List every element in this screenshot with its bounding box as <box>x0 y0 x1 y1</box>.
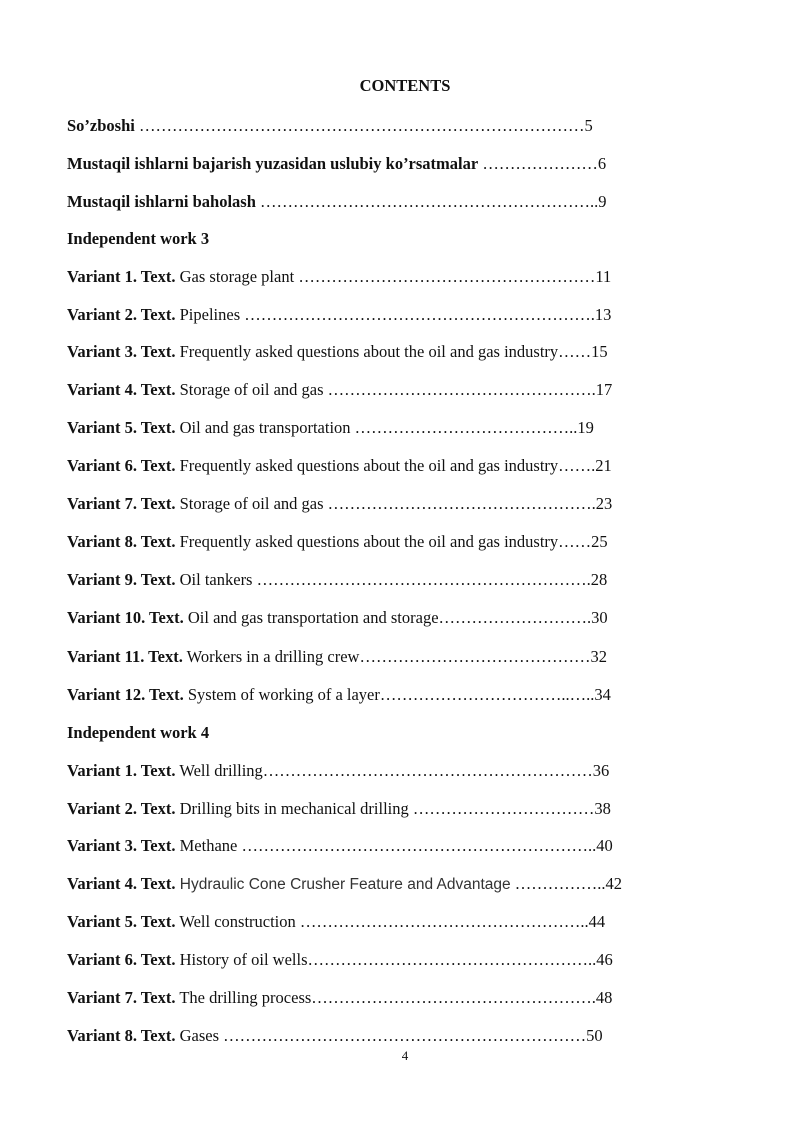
toc-leader-dots: ………………………………….. <box>350 418 578 437</box>
toc-page-number: 6 <box>597 154 607 173</box>
toc-variant-label: Variant 5. Text. <box>67 418 176 437</box>
toc-entry <box>67 305 611 325</box>
toc-entry <box>67 685 611 705</box>
toc-topic: Storage of oil and gas <box>175 380 324 399</box>
toc-entry <box>67 532 608 552</box>
toc-topic: Frequently asked questions about the oil and gas industry <box>175 456 559 475</box>
toc-variant-label: Variant 6. Text. <box>67 456 176 475</box>
toc-topic: Workers in a drilling crew <box>182 647 360 666</box>
toc-leader-dots: …………………………………………………… <box>262 761 593 780</box>
toc-topic: Well construction <box>175 912 296 931</box>
toc-variant-label: Variant 1. Text. <box>67 761 176 780</box>
toc-variant-label: Variant 3. Text. <box>67 342 176 361</box>
toc-entry <box>67 494 612 514</box>
toc-topic: Drilling bits in mechanical drilling <box>175 799 409 818</box>
toc-page-number: 13 <box>594 305 612 324</box>
toc-leader-dots: …………………………………………………….. <box>255 192 599 211</box>
toc-entry <box>67 192 607 212</box>
toc-variant-label: Variant 12. Text. <box>67 685 184 704</box>
toc-entry <box>67 761 609 781</box>
toc-entry <box>67 647 607 667</box>
toc-entry <box>67 912 605 932</box>
toc-page-number: 36 <box>592 761 610 780</box>
toc-topic: Storage of oil and gas <box>175 494 324 513</box>
toc-leader-dots: …………………………………………….. <box>307 950 597 969</box>
toc-page-number: 34 <box>594 685 611 704</box>
toc-entry <box>67 116 593 136</box>
toc-page-number: 48 <box>595 988 613 1007</box>
page-title: CONTENTS <box>359 76 451 95</box>
toc-page-number: 30 <box>591 608 608 627</box>
toc-topic: Hydraulic Cone Crusher Feature and Advantage <box>175 876 511 893</box>
toc-entry <box>67 418 594 438</box>
toc-entry <box>67 836 613 856</box>
toc-leader-dots: …… <box>558 342 592 361</box>
toc-variant-label: Variant 10. Text. <box>67 608 184 627</box>
toc-topic: Oil and gas transportation and storage <box>183 608 439 627</box>
toc-page-number: 5 <box>584 116 593 135</box>
toc-leader-dots: ………………………………………………………. <box>240 305 595 324</box>
toc-topic: Gas storage plant <box>175 267 295 286</box>
toc-variant-label: Variant 8. Text. <box>67 1026 176 1045</box>
toc-leader-dots: ………………………………………………………… <box>219 1026 587 1045</box>
toc-entry <box>67 570 607 590</box>
page-footer-number: 4 <box>401 1048 409 1063</box>
toc-page-number: 38 <box>594 799 611 818</box>
toc-entry <box>67 988 612 1008</box>
toc-page-number: 50 <box>586 1026 603 1045</box>
toc-page-number: 15 <box>591 342 608 361</box>
toc-topic: System of working of a layer <box>183 685 380 704</box>
toc-page-number: 11 <box>595 267 612 286</box>
toc-entry-title: Mustaqil ishlarni baholash <box>67 192 256 211</box>
toc-page-number: 17 <box>595 380 613 399</box>
toc-leader-dots: ……………………………………………………………………… <box>134 116 585 135</box>
toc-leader-dots: ……………………………..….. <box>379 685 595 704</box>
toc-entry <box>67 456 612 476</box>
toc-leader-dots: ……………………………………………. <box>311 988 596 1007</box>
toc-page-number: 23 <box>595 494 613 513</box>
toc-leader-dots: …… <box>558 532 592 551</box>
toc-variant-label: Variant 7. Text. <box>67 988 176 1007</box>
toc-page-number: 32 <box>590 647 607 666</box>
toc-entry <box>67 608 608 628</box>
toc-entry <box>67 950 613 970</box>
toc-leader-dots: ………………… <box>478 154 598 173</box>
toc-variant-label: Variant 7. Text. <box>67 494 176 513</box>
toc-entry-title: Mustaqil ishlarni bajarish yuzasidan uslubiy ko’rsatmalar <box>67 154 479 173</box>
section-heading: Independent work 3 <box>67 229 210 248</box>
toc-variant-label: Variant 2. Text. <box>67 799 176 818</box>
toc-page-number: 28 <box>590 570 608 589</box>
toc-page-number: 19 <box>577 418 594 437</box>
toc-variant-label: Variant 8. Text. <box>67 532 176 551</box>
toc-topic: Frequently asked questions about the oil and gas industry <box>175 342 559 361</box>
toc-variant-label: Variant 3. Text. <box>67 836 176 855</box>
toc-variant-label: Variant 2. Text. <box>67 305 176 324</box>
toc-variant-label: Variant 1. Text. <box>67 267 176 286</box>
toc-leader-dots: ……………………………………………… <box>294 267 596 286</box>
toc-variant-label: Variant 5. Text. <box>67 912 176 931</box>
toc-entry <box>67 267 611 287</box>
toc-leader-dots: ……………………………………………………. <box>252 570 591 589</box>
toc-entry <box>67 799 611 819</box>
toc-topic: The drilling process <box>175 988 312 1007</box>
toc-entry <box>67 874 622 895</box>
toc-page-number: 40 <box>596 836 613 855</box>
toc-page-number: 25 <box>591 532 608 551</box>
toc-topic: Well drilling <box>175 761 263 780</box>
toc-variant-label: Variant 4. Text. <box>67 380 176 399</box>
toc-entry <box>67 154 606 174</box>
toc-entry <box>67 342 608 362</box>
toc-variant-label: Variant 9. Text. <box>67 570 176 589</box>
toc-variant-label: Variant 4. Text. <box>67 874 176 893</box>
toc-entry-title: So’zboshi <box>67 116 135 135</box>
toc-topic: Frequently asked questions about the oil and gas industry <box>175 532 559 551</box>
toc-topic: History of oil wells <box>175 950 308 969</box>
toc-leader-dots: …………………………………………. <box>323 494 596 513</box>
toc-leader-dots: …………………………………………. <box>323 380 596 399</box>
toc-topic: Methane <box>175 836 238 855</box>
toc-variant-label: Variant 6. Text. <box>67 950 176 969</box>
toc-leader-dots: …………………………………… <box>359 647 591 666</box>
section-heading: Independent work 4 <box>67 723 210 742</box>
toc-page-number: 44 <box>588 912 606 931</box>
toc-page-number: 9 <box>598 192 607 211</box>
toc-topic: Oil and gas transportation <box>175 418 351 437</box>
toc-leader-dots: ……. <box>558 456 596 475</box>
toc-page-number: 42 <box>605 874 623 893</box>
toc-leader-dots: …………………………………………….. <box>295 912 589 931</box>
toc-leader-dots: …………….. <box>510 874 606 893</box>
toc-page-number: 46 <box>596 950 613 969</box>
toc-leader-dots: ………………………. <box>438 608 592 627</box>
toc-page-number: 21 <box>595 456 612 475</box>
toc-topic: Oil tankers <box>175 570 253 589</box>
toc-leader-dots: …………………………… <box>408 799 595 818</box>
toc-leader-dots: ……………………………………………………….. <box>237 836 597 855</box>
toc-variant-label: Variant 11. Text. <box>67 647 183 666</box>
toc-topic: Pipelines <box>175 305 241 324</box>
toc-topic: Gases <box>175 1026 220 1045</box>
toc-entry <box>67 380 612 400</box>
toc-entry <box>67 1026 603 1046</box>
